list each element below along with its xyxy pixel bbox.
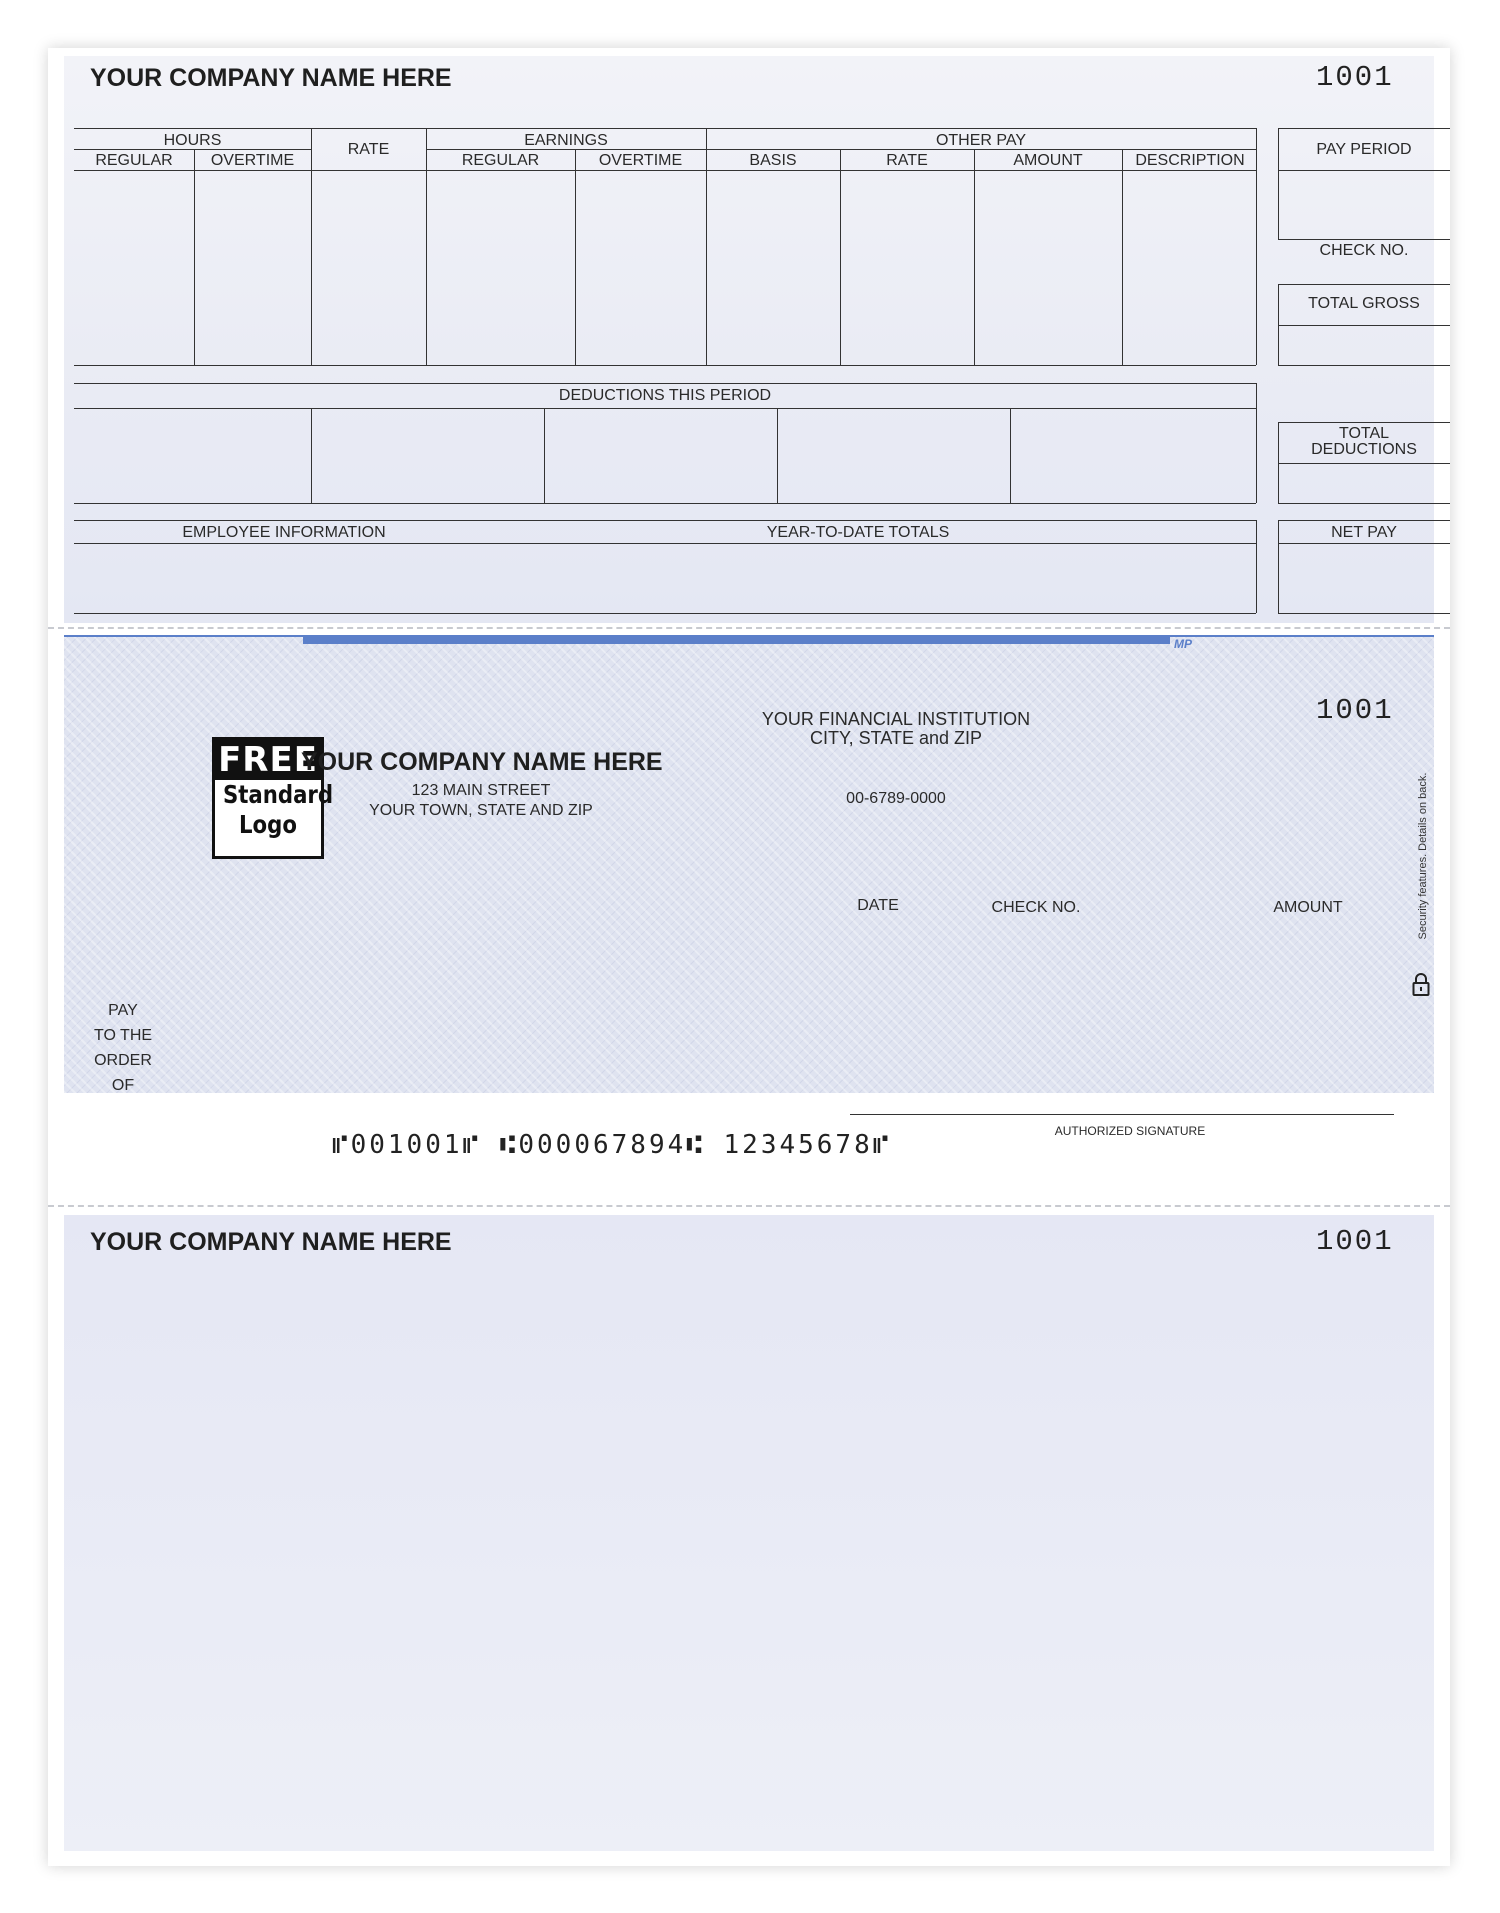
deductions-divider <box>777 408 778 503</box>
col-divider <box>311 128 312 365</box>
logo-free-text: FREE <box>215 740 321 780</box>
deductions-header-line <box>74 408 1256 409</box>
ytd-totals-label: YEAR-TO-DATE TOTALS <box>766 524 950 541</box>
hours-overtime-header: OVERTIME <box>210 152 295 169</box>
check-body <box>64 637 1434 1093</box>
pay-to-label-line1: PAY <box>108 1002 138 1019</box>
summary-line <box>1278 239 1450 240</box>
col-divider <box>575 149 576 365</box>
bank-name: YOUR FINANCIAL INSTITUTION <box>761 709 1031 729</box>
logo-standard-text: Standard <box>222 780 334 809</box>
summary-line <box>1278 613 1450 614</box>
check-number: 1001 <box>1316 694 1394 727</box>
employee-edge <box>1256 520 1257 613</box>
rate-header: RATE <box>347 141 390 158</box>
employee-top-line <box>74 520 1256 521</box>
bottom-stub-company-name: YOUR COMPANY NAME HERE <box>90 1228 452 1256</box>
table-bottom-line <box>74 365 1256 366</box>
summary-line <box>1278 284 1450 285</box>
other-pay-header: OTHER PAY <box>935 132 1027 149</box>
deductions-edge <box>1256 383 1257 503</box>
micr-line: ⑈001001⑈ ⑆000067894⑆ 12345678⑈ <box>332 1130 892 1160</box>
other-pay-description-header: DESCRIPTION <box>1135 152 1245 169</box>
signature-line <box>850 1114 1394 1115</box>
table-header-bottom-line <box>74 170 1256 171</box>
total-deductions-label-line1: TOTAL <box>1338 425 1390 442</box>
pay-period-label: PAY PERIOD <box>1316 141 1412 158</box>
total-gross-label: TOTAL GROSS <box>1308 295 1420 312</box>
employee-header-line <box>74 543 1256 544</box>
check-no-label: CHECK NO. <box>1319 242 1409 259</box>
other-pay-basis-header: BASIS <box>749 152 797 169</box>
summary-line <box>1278 325 1450 326</box>
deductions-bottom-line <box>74 503 1256 504</box>
summary-line <box>1278 463 1450 464</box>
earnings-header: EARNINGS <box>524 132 608 149</box>
pay-to-label-line2: TO THE <box>93 1027 153 1044</box>
perforation-line <box>48 1205 1450 1207</box>
pay-to-label-line4: OF <box>111 1077 135 1094</box>
fraction-routing-code: 00-6789-0000 <box>846 790 946 807</box>
padlock-icon <box>1412 973 1430 997</box>
check-accent-bar <box>303 637 1170 644</box>
pay-to-label-line3: ORDER <box>94 1052 152 1069</box>
total-deductions-label-line2: DEDUCTIONS <box>1311 441 1417 458</box>
other-pay-amount-header: AMOUNT <box>1013 152 1083 169</box>
bottom-stub-check-number: 1001 <box>1316 1225 1394 1258</box>
deductions-divider <box>1010 408 1011 503</box>
top-stub-company-name: YOUR COMPANY NAME HERE <box>90 64 452 92</box>
mp-mark-icon: MP <box>1174 637 1192 651</box>
earnings-overtime-header: OVERTIME <box>598 152 683 169</box>
deductions-this-period-label: DEDUCTIONS THIS PERIOD <box>558 387 772 404</box>
authorized-signature-label: AUTHORIZED SIGNATURE <box>1054 1124 1206 1138</box>
summary-line <box>1278 170 1450 171</box>
table-top-line <box>74 128 1256 129</box>
company-address-line1: 123 MAIN STREET <box>411 782 551 799</box>
deductions-top-line <box>74 383 1256 384</box>
summary-line <box>1278 422 1450 423</box>
check-sheet <box>48 48 1450 1866</box>
security-features-note: Security features. Details on back. <box>1417 772 1429 940</box>
col-divider <box>974 149 975 365</box>
summary-line <box>1278 365 1450 366</box>
check-no-field-label: CHECK NO. <box>991 899 1081 916</box>
amount-label: AMOUNT <box>1273 899 1343 916</box>
employee-bottom-line <box>74 613 1256 614</box>
hours-regular-header: REGULAR <box>95 152 173 169</box>
summary-line <box>1278 543 1450 544</box>
bank-city-state-zip: CITY, STATE and ZIP <box>809 728 983 748</box>
bottom-stub <box>64 1215 1434 1851</box>
check-company-name: YOUR COMPANY NAME HERE <box>301 748 663 776</box>
summary-line <box>1278 503 1450 504</box>
perforation-line <box>48 627 1450 629</box>
col-divider <box>194 149 195 365</box>
employee-information-label: EMPLOYEE INFORMATION <box>182 524 386 541</box>
summary-line <box>1278 128 1450 129</box>
hours-header: HOURS <box>163 132 222 149</box>
top-stub-check-number: 1001 <box>1316 61 1394 94</box>
other-pay-rate-header: RATE <box>886 152 928 169</box>
net-pay-label: NET PAY <box>1331 524 1397 541</box>
col-divider <box>840 149 841 365</box>
col-divider <box>1122 149 1123 365</box>
earnings-regular-header: REGULAR <box>461 152 540 169</box>
logo-logo-text: Logo <box>239 810 297 839</box>
company-address-line2: YOUR TOWN, STATE AND ZIP <box>369 802 593 819</box>
summary-line <box>1278 520 1450 521</box>
deductions-divider <box>544 408 545 503</box>
date-label: DATE <box>857 897 899 914</box>
deductions-divider <box>311 408 312 503</box>
